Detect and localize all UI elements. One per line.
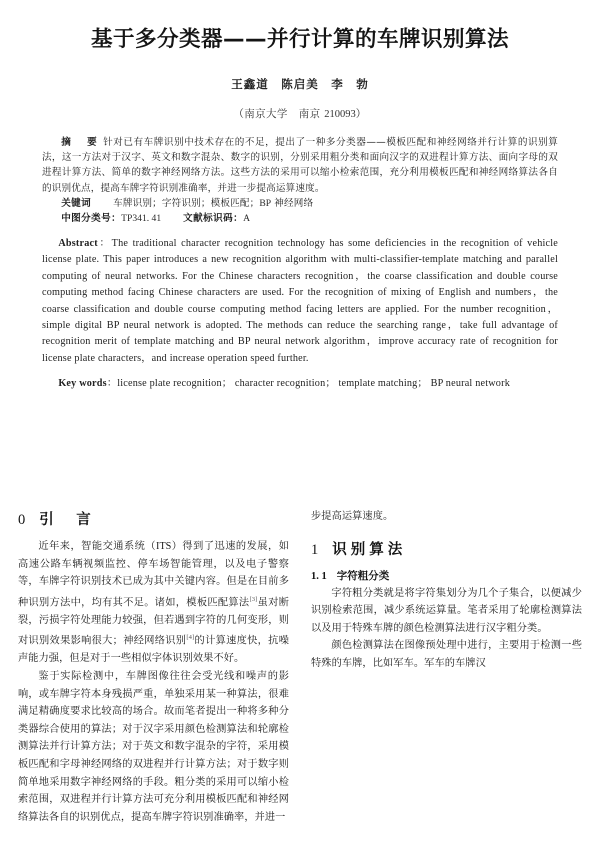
chinese-keywords-value: 车牌识别；字符识别；模板匹配； bbox=[113, 197, 260, 209]
chinese-abstract-label: 摘 要 bbox=[61, 136, 101, 148]
intro-p1-c: 虽对断裂，污损字符处理能力较强，但若遇到字符的几何变形，则对识别效果影响很大；神经网络识别 bbox=[18, 597, 289, 647]
subsection-title: 字符粗分类 bbox=[336, 569, 390, 582]
clc-label: 中图分类号： bbox=[61, 213, 122, 225]
clc-value: TP341. 41 bbox=[121, 213, 162, 225]
page-title: 基于多分类器——并行计算的车牌识别算法 bbox=[90, 27, 509, 52]
intro-paragraph-2-continued: 步提高运算速度。 bbox=[311, 511, 394, 522]
english-abstract-separator: ： bbox=[97, 237, 112, 249]
affiliation-prefix: （南京大学 南京 bbox=[233, 107, 325, 120]
affiliation-zip: 210093 bbox=[324, 108, 356, 120]
section-number: 0 bbox=[18, 512, 26, 528]
body-columns bbox=[18, 508, 582, 842]
citation-ref-3: [3] bbox=[249, 595, 258, 603]
section-number: 1 bbox=[311, 541, 319, 558]
section-heading-intro bbox=[18, 508, 289, 529]
algorithm-paragraph-1: 字符粗分类就是将字符集划分为几个子集合，以便减少识别检索范围，减少系统运算量。笔者采用了轮廓检测算法以及用于特殊车牌的颜色检测算法进行汉字粗分类。 bbox=[311, 587, 582, 634]
intro-p1-a: 近年来，智能交通系统（ bbox=[38, 541, 157, 552]
column-right bbox=[311, 508, 582, 842]
english-keywords-label: Key words bbox=[58, 378, 107, 390]
intro-paragraph-1 bbox=[18, 538, 289, 668]
intro-paragraph-2: 鉴于实际检测中，车牌图像往往会受光线和噪声的影响，或车牌字符本身残损严重，单独采用某一种算法，很难满足精确度要求比较高的场合。故而笔者提出一种将多种分类器综合使用的算法；对于汉字采用颜色检测算法和轮廓检测算法并行计算方法；对于英文和数字混杂的字符，采用模板匹配和字母神经网络的双进程并行计算方法；对于数字则简单地采用数字神经网络的手段。粗分类的采用可以缩小检索范围，双进程并行计算方法可充分利用模板匹配和神经网络算法各自的识别优点，提高车牌字符识别准确率，并进一 bbox=[18, 670, 289, 823]
english-keywords-text: license plate recognition； character recognition； template matching； BP neural network bbox=[117, 378, 510, 390]
abstract-block bbox=[42, 135, 558, 393]
chinese-keywords bbox=[42, 196, 558, 212]
author-list: 王鑫道 陈启美 李 勃 bbox=[231, 76, 369, 91]
algorithm-paragraph-2: 颜色检测算法在图像预处理中进行，主要用于检测一些特殊的车牌，比如军车。军车的车牌汉 bbox=[311, 640, 582, 669]
intro-p1-d: 的计算速度快，抗噪声能力强，但是对于一些相似字体识别效果不好。 bbox=[18, 635, 289, 665]
chinese-keywords-value-roman: BP bbox=[259, 197, 272, 209]
section-title: 识别算法 bbox=[332, 541, 407, 558]
affiliation bbox=[0, 106, 600, 121]
intro-p1-b: ）得到了迅速的发展，如高速公路车辆视频监控、停车场智能管理，以及电子警察等，车牌字符识别技术已成为其中关键内容。但是在目前多种识别方法中，均有其不足。诸如，模板匹配算法 bbox=[18, 541, 289, 609]
chinese-keywords-value-tail: 神经网络 bbox=[271, 197, 314, 209]
chinese-abstract-text: 针对已有车牌识别中技术存在的不足，提出了一种多分类器——模板匹配和神经网络并行计算的识别算法，这一方法对于汉字、英文和数字混杂、数字的识别，分别采用粗分类和面向汉字的双进程计算方法、面向字母的双进程计算方法、简单的数字神经网络方法。这些方法的采用可以缩小检索范围，充分利用模板匹配和神经网络算法各自的识别优点，提高车牌字符识别准确率，并进一步提高运算速度。 bbox=[42, 136, 559, 194]
title-block bbox=[0, 0, 600, 121]
chinese-abstract bbox=[42, 135, 558, 196]
chinese-keywords-label: 关键词 bbox=[61, 197, 92, 209]
subsection-number: 1. 1 bbox=[311, 570, 327, 582]
section-heading-algorithm bbox=[311, 538, 582, 559]
english-keywords-separator: ： bbox=[106, 378, 118, 390]
english-abstract-label: Abstract bbox=[58, 237, 98, 249]
section-title: 引 言 bbox=[39, 512, 95, 528]
english-abstract bbox=[42, 236, 558, 367]
affiliation-suffix: ） bbox=[355, 107, 367, 120]
subsection-heading-coarse-classification bbox=[311, 568, 582, 583]
document-code-label: 文献标识码： bbox=[183, 213, 244, 225]
column-left bbox=[18, 508, 289, 842]
english-keywords bbox=[42, 376, 558, 392]
intro-p1-acronym: ITS bbox=[156, 541, 172, 552]
document-code-value: A bbox=[243, 213, 251, 225]
citation-ref-4: [4] bbox=[186, 634, 195, 642]
english-abstract-text: The traditional character recognition technology has some deficiencies in the recognition of vehicle license plate. This paper introduces a new recognition algorithm with multi-classifier-template matching and parallel computing of neural networks. For the Chinese characters recognition，the coarse classification and double course computing method facing Chinese characters are used. For the recognition of mixing of English and numbers，the coarse classification and double course computing method facing letters are applied. For the number recognition，simple digital BP neural network is adopted. The methods can reduce the searching range，take full advantage of recognition merit of template matching and BP neural network algorithm，improve accuracy rate of recognition for license plate characters，and increase operation speed further. bbox=[42, 237, 558, 364]
clc-line bbox=[42, 211, 558, 227]
